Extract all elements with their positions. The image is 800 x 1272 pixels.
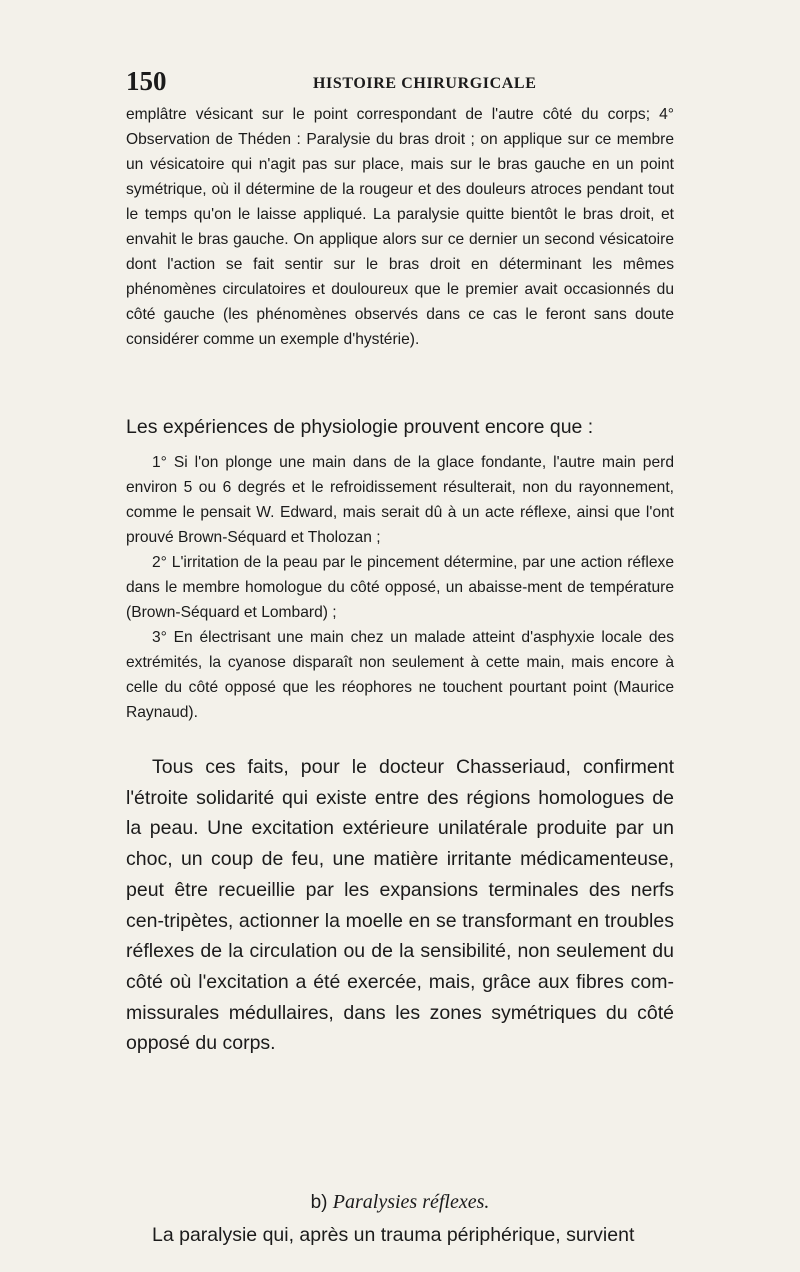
paragraph-observation-theden: emplâtre vésicant sur le point correspondant de l'autre côté du corps; 4° Observation de Théden : Paralysie du bras droit ; on applique sur ce membre un vésicatoire qui n'agit pas sur place, mais sur le bras gauche en un point symétrique, où il détermine de la rougeur et des douleurs atroces pendant tout le temps qu'on le laisse appliqué. La paralysie quitte bientôt le bras droit, et envahit le bras gauche. On applique alors sur ce dernier un second vésicatoire dont l'action se fait sentir sur le bras droit en déterminant les mêmes phénomènes circulatoires et douloureux que le premier avait occasionnés du côté gauche (les phénomènes observés dans ce cas le feront sans doute considérer comme un exemple d'hystérie). [126,106,674,348]
list-item: 2° L'irritation de la peau par le pincement détermine, par une action réflexe dans le membre homologue du côté opposé, un abaisse-ment de température (Brown-Séquard et Lombard) ; [126,554,674,621]
page-header [126,66,686,106]
list-item: 1° Si l'on plonge une main dans de la glace fondante, l'autre main perd environ 5 ou 6 degrés et le refroidissement résulterait, non du rayonnement, comme le pensait W. Edward, mais serait dû à un acte réflexe, ainsi que l'ont prouvé Brown-Séquard et Tholozan ; [126,454,674,546]
paragraph-chasseriaud: Tous ces faits, pour le docteur Chasseriaud, confirment l'étroite solidarité qui existe entre des régions homologues de la peau. Une excitation extérieure unilatérale produite par un choc, un coup de feu, une matière irritante médicamenteuse, peut être recueillie par les expansions terminales des nerfs cen-tripètes, actionner la moelle en se transformant en troubles réflexes de la circulation ou de la sensibilité, non seulement du côté où l'excitation a été exercée, mais, grâce aux fibres com-missurales médullaires, dans les zones symétriques du côté opposé du corps. [126,756,674,1055]
subheading-label: b) [310,1192,328,1213]
subheading-title: Paralysies réflexes. [332,1191,490,1213]
page-number: 150 [126,66,167,96]
list-item: 3° En électrisant une main chez un malade atteint d'asphyxie locale des extrémités, la cyanose disparaît non seulement à cette main, mais encore à celle du côté opposé que les réophores ne touchent pourtant point (Maurice Raynaud). [126,629,674,721]
running-title: HISTOIRE CHIRURGICALE [313,75,537,92]
paragraph-experiences-intro: Les expériences de physiologie prouvent encore que : [126,416,594,438]
section-subheading [0,1191,800,1214]
experiences-list [126,450,674,725]
paragraph-paralysie-start: La paralysie qui, après un trauma périphérique, survient [152,1224,635,1246]
